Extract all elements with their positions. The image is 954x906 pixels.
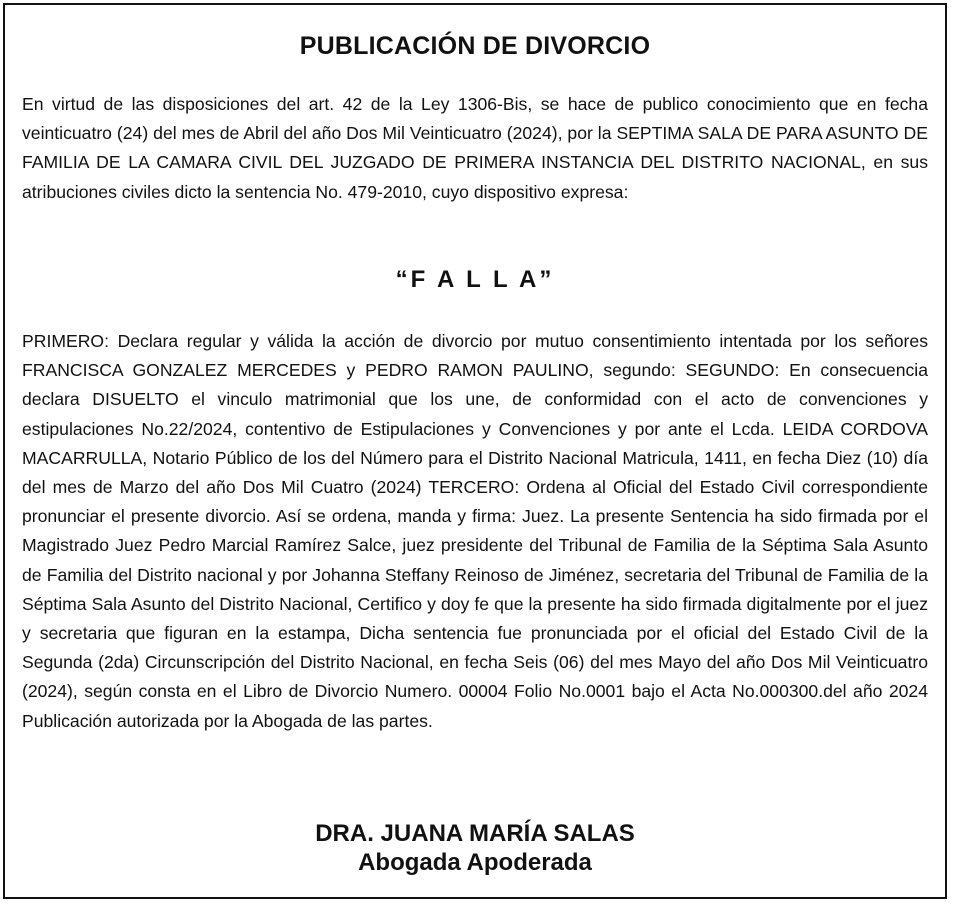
notice-title: PUBLICACIÓN DE DIVORCIO [299, 32, 651, 60]
intro-paragraph: En virtud de las disposiciones del art. 42 de la Ley 1306-Bis, se hace de publico conocimiento que en fecha veinticuatro (24) del mes de Abril del año Dos Mil Veinticuatro (2024), por la SEPTIMA SALA DE PARA ASUNTO DE FAMILIA DE LA CAMARA CIVIL DEL JUZGADO DE PRIMERA INSTANCIA DEL DISTRITO NACIONAL, en sus atribuciones civiles dicto la sentencia No. 479-2010, cuyo dispositivo expresa: [22, 94, 928, 202]
signature-block [5, 819, 945, 877]
ruling-heading: “F A L L A” [395, 266, 555, 293]
signatory-name: DRA. JUANA MARÍA SALAS [315, 820, 635, 847]
divorce-publication-notice [3, 3, 947, 899]
ruling-paragraph: PRIMERO: Declara regular y válida la acción de divorcio por mutuo consentimiento intentada por los señores FRANCISCA GONZALEZ MERCEDES y PEDRO RAMON PAULINO, segundo: SEGUNDO: En consecuencia declara DISUELTO el vinculo matrimonial que los une, de conformidad con el acto de convenciones y estipulaciones No.22/2024, contentivo de Estipulaciones y Convenciones y por ante el Lcda. LEIDA CORDOVA MACARRULLA, Notario Público de los del Número para el Distrito Nacional Matricula, 1411, en fecha Diez (10) día del mes de Marzo del año Dos Mil Cuatro (2024) TERCERO: Ordena al Oficial del Estado Civil correspondiente pronunciar el presente divorcio. Así se ordena, manda y firma: Juez. La presente Sentencia ha sido firmada por el Magistrado Juez Pedro Marcial Ramírez Salce, juez presidente del Tribunal de Familia de la Séptima Sala Asunto de Familia del Distrito nacional y por Johanna Steffany Reinoso de Jiménez, secretaria del Tribunal de Familia de la Séptima Sala Asunto del Distrito Nacional, Certifico y doy fe que la presente ha sido firmada digitalmente por el juez y secretaria que figuran en la estampa, Dicha sentencia fue pronunciada por el oficial del Estado Civil de la Segunda (2da) Circunscripción del Distrito Nacional, en fecha Seis (06) del mes Mayo del año Dos Mil Veinticuatro (2024), según consta en el Libro de Divorcio Numero. 00004 Folio No.0001 bajo el Acta No.000300.del año 2024 Publicación autorizada por la Abogada de las partes. [22, 331, 928, 731]
signatory-role: Abogada Apoderada [358, 849, 592, 876]
